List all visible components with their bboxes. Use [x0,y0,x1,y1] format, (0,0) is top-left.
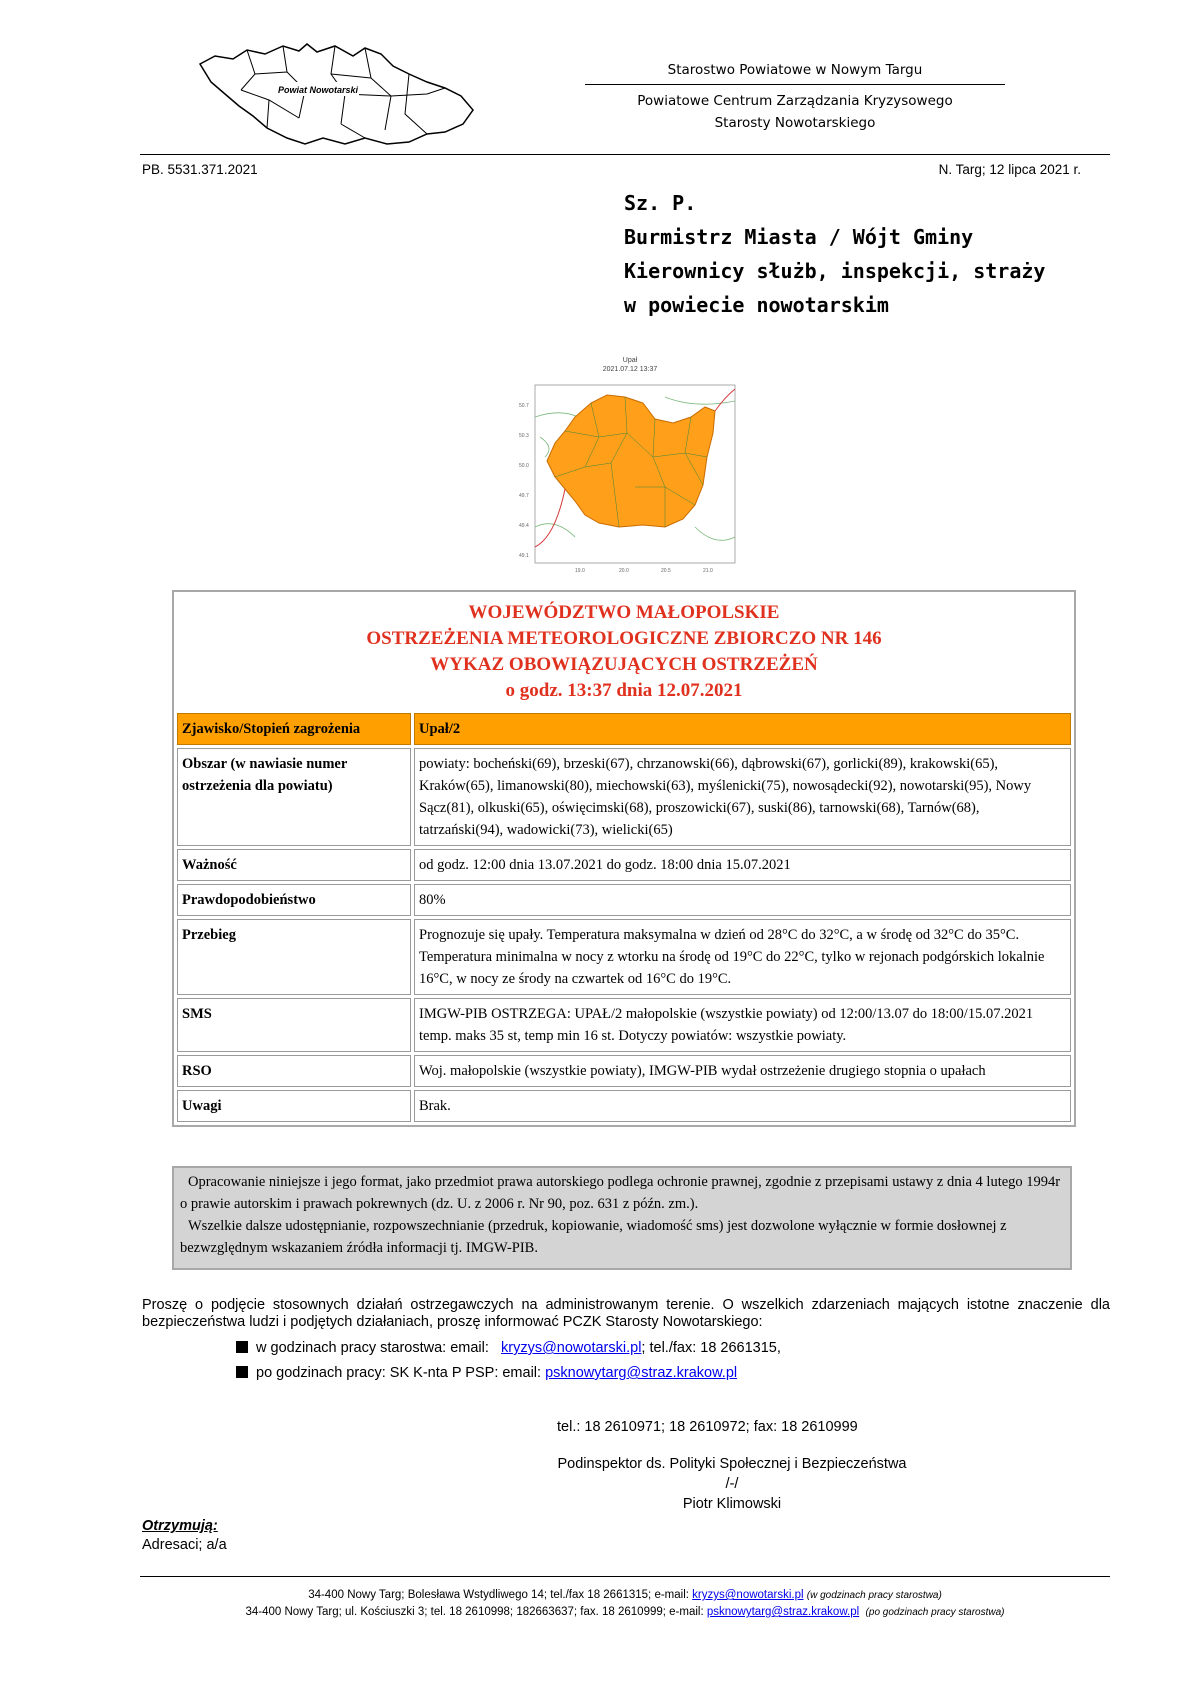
row-label: Uwagi [177,1090,411,1122]
svg-text:20.5: 20.5 [661,568,671,574]
org-name: Starostwo Powiatowe w Nowym Targu [667,62,923,78]
row-label: Zjawisko/Stopień zagrożenia [177,713,411,745]
map-title: Upał [622,357,638,364]
header-rule-long [140,154,1110,155]
copyright-paragraph: Opracowanie niniejsze i jego format, jako przedmiot prawa autorskiego podlega ochronie prawnej, zgodnie z przepisami ustawy z dnia 4 lutego 1994r o prawie autorskim i prawach pokrewnych (dz. U. z 2006 r. Nr 90, poz. 631 z późn. zm.). [180,1174,1061,1212]
row-label: Przebieg [177,919,411,995]
svg-text:50.7: 50.7 [519,403,529,409]
warning-panel [172,590,1076,1127]
copyright-paragraph: Wszelkie dalsze udostępnianie, rozpowszechnianie (przedruk, kopiowanie, wiadomość sms) jest dozwolone wyłącznie w formie dosłownej z bezwzględnym wskazaniem źródła informacji tj. IMGW-PIB. [180,1218,1007,1256]
svg-text:20.0: 20.0 [619,568,629,574]
row-label: Obszar (w nawiasie numer ostrzeżenia dla powiatu) [177,748,411,846]
header-rule-short [585,84,1005,85]
footer-rule [140,1576,1110,1577]
footer-address-1: 34-400 Nowy Targ; Bolesława Wstydliwego 14; tel./fax 18 2661315; e-mail: [308,1589,689,1601]
addressee-block [624,186,1045,322]
bullet-icon [236,1366,248,1378]
table-row [177,713,1071,745]
after-hours-email-link[interactable]: psknowytarg@straz.krakow.pl [545,1365,738,1381]
svg-text:50.0: 50.0 [519,463,529,469]
work-email-link[interactable]: kryzys@nowotarski.pl [501,1340,642,1356]
warning-table [174,710,1074,1125]
row-label: RSO [177,1055,411,1087]
row-label: Prawdopodobieństwo [177,884,411,916]
table-row [177,1055,1071,1087]
row-value: Upał/2 [414,713,1071,745]
document-date: N. Targ; 12 lipca 2021 r. [938,162,1081,177]
svg-text:21.0: 21.0 [703,568,713,574]
table-row [177,884,1071,916]
contact-work-suffix: ; tel./fax: 18 2661315, [641,1340,781,1356]
addressee-line: Sz. P. [624,191,697,215]
row-value: od godz. 12:00 dnia 13.07.2021 do godz. 18:00 dnia 15.07.2021 [414,849,1071,881]
phone-numbers: tel.: 18 2610971; 18 2610972; fax: 18 2610999 [557,1419,858,1435]
logo-label: Powiat Nowotarski [277,85,359,95]
footer-note-2: (po godzinach pracy starostwa) [865,1607,1005,1618]
warning-title [174,592,1074,710]
warning-title-line: OSTRZEŻENIA METEOROLOGICZNE ZBIORCZO NR 146 [366,628,882,649]
recipients-list: Adresaci; a/a [142,1537,227,1553]
row-label: SMS [177,998,411,1052]
warning-title-line: o godz. 13:37 dnia 12.07.2021 [505,680,743,701]
svg-text:50.3: 50.3 [519,433,529,439]
warning-title-line: WYKAZ OBOWIĄZUJĄCYCH OSTRZEŻEŃ [430,654,818,675]
footer-email-link-2[interactable]: psknowytarg@straz.krakow.pl [706,1606,860,1618]
table-row [177,1090,1071,1122]
signature-mark: /-/ [725,1476,739,1492]
contact-work-hours [236,1340,781,1357]
addressee-line: w powiecie nowotarskim [624,293,889,317]
warning-map-figure [515,355,745,587]
footer-line-2 [140,1606,1110,1618]
table-row [177,849,1071,881]
row-value: Prognozuje się upały. Temperatura maksymalna w dzień od 28°C do 32°C, a w środę od 32°C do 35°C. Temperatura minimalna w nocy z wtorku na środę od 19°C do 22°C, tylko w rejonach podgórskich lokalnie 16°C, w nocy ze środy na czwartek od 16°C do 19°C. [414,919,1071,995]
table-row [177,998,1071,1052]
footer-address-2: 34-400 Nowy Targ; ul. Kościuszki 3; tel. 18 2610998; 182663637; fax. 18 2610999; e-mail: [245,1606,704,1618]
row-value: powiaty: bocheński(69), brzeski(67), chrzanowski(66), dąbrowski(67), gorlicki(89), krakowski(65), Kraków(65), limanowski(80), miechowski(63), myślenicki(75), nowosądecki(92), nowotarski(95), Nowy Sącz(81), olkuski(65), oświęcimski(68), proszowicki(67), suski(86), tarnowski(68), Tarnów(68), tatrzański(94), wadowicki(73), wielicki(65) [414,748,1071,846]
contact-work-prefix: w godzinach pracy starostwa: email: [256,1340,489,1356]
svg-text:19.0: 19.0 [575,568,585,574]
warning-title-line: WOJEWÓDZTWO MAŁOPOLSKIE [468,602,780,623]
row-value: 80% [414,884,1071,916]
signature-title: Podinspektor ds. Polityki Społecznej i Bezpieczeństwa [557,1456,907,1472]
table-row [177,919,1071,995]
contact-after-hours [236,1365,737,1382]
document-reference: PB. 5531.371.2021 [142,162,258,177]
signature-name: Piotr Klimowski [682,1496,782,1512]
addressee-line: Kierownicy służb, inspekcji, straży [624,259,1046,283]
footer-note-1: (w godzinach pracy starostwa) [806,1590,942,1601]
copyright-notice [172,1166,1072,1270]
bullet-icon [236,1341,248,1353]
addressee-line: Burmistrz Miasta / Wójt Gminy [624,225,974,249]
contact-after-prefix: po godzinach pracy: SK K-nta P PSP: email: [256,1365,542,1381]
center-line-2: Starosty Nowotarskiego [714,115,876,131]
footer-email-link-1[interactable]: kryzys@nowotarski.pl [692,1589,804,1601]
row-value: Woj. małopolskie (wszystkie powiaty), IMGW-PIB wydał ostrzeżenie drugiego stopnia o upałach [414,1055,1071,1087]
powiat-map-logo [195,34,480,156]
center-line-1: Powiatowe Centrum Zarządzania Kryzysowego [637,93,953,109]
svg-text:49.7: 49.7 [519,493,529,499]
table-row [177,748,1071,846]
row-value: Brak. [414,1090,1071,1122]
svg-text:49.4: 49.4 [519,523,529,529]
malopolska-map [515,377,745,587]
row-label: Ważność [177,849,411,881]
recipients-heading: Otrzymują: [142,1518,218,1534]
request-paragraph: Proszę o podjęcie stosownych działań ostrzegawczych na administrowanym terenie. O wszelkich zdarzeniach mających istotne znaczenie dla bezpieczeństwa ludzi i podjętych działaniach, proszę informować PCZK Starosty Nowotarskiego: [142,1297,1110,1330]
svg-text:49.1: 49.1 [519,553,529,559]
map-timestamp: 2021.07.12 13:37 [602,366,658,373]
row-value: IMGW-PIB OSTRZEGA: UPAŁ/2 małopolskie (wszystkie powiaty) od 12:00/13.07 do 18:00/15.07.2021 temp. maks 35 st, temp min 16 st. Dotyczy powiatów: wszystkie powiaty. [414,998,1071,1052]
footer-line-1 [140,1589,1110,1601]
